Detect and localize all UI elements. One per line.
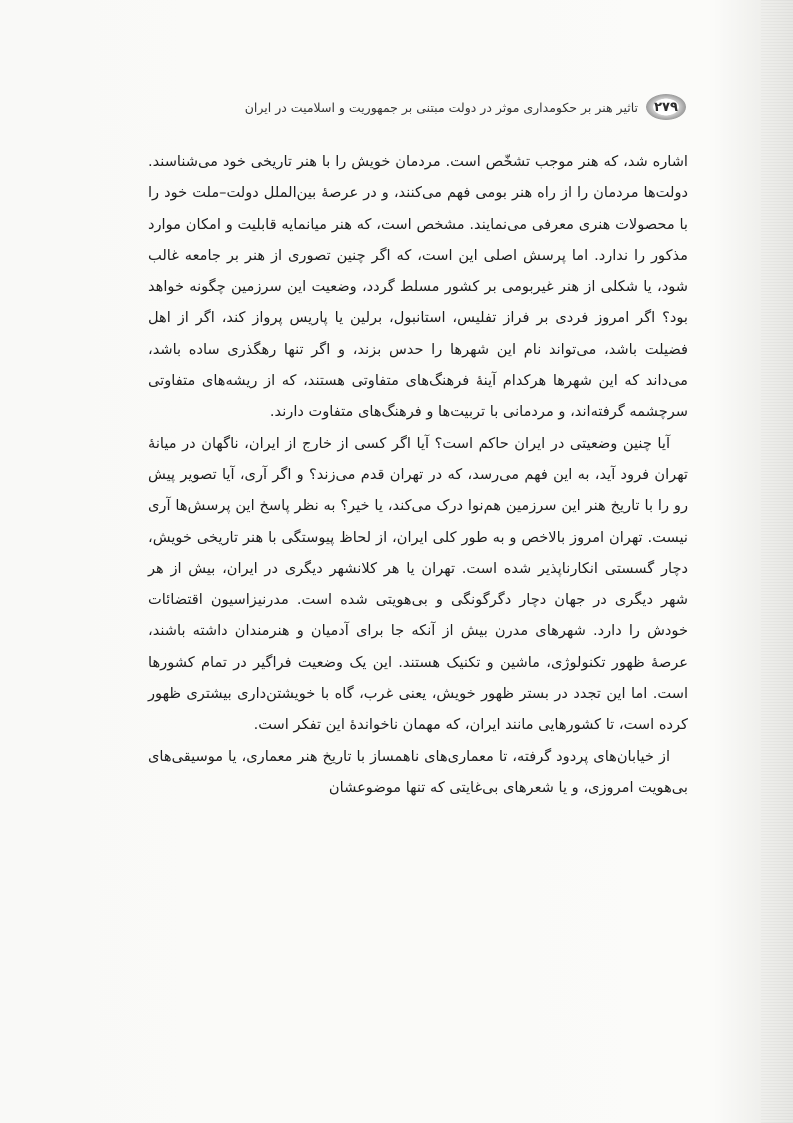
paragraph-3: از خیابان‌های پردود گرفته، تا معماری‌های ناهمساز با تاریخ هنر معماری، یا موسیقی‌های بی‌هویت امروزی، و یا شعرهای بی‌غایتی که تنها موضوعشان — [148, 747, 688, 796]
paragraph-1: اشاره شد، که هنر موجب تشخّص است. مردمان خویش را با هنر تاریخی خود می‌شناسند. دولت‌ها مردمان را از راه هنر بومی فهم می‌کنند، و در عرصهٔ بین‌الملل دولت–ملت خود را با محصولات هنری معرفی می‌نمایند. مشخص است، که هنر میانمایه قابلیت و امکان موارد مذکور را ندارد. اما پرسش اصلی این است، که اگر چنین تصوری از هنر بر جامعه غالب شود، یا شکلی از هنر غیربومی بر کشور مسلط گردد، وضعیت این سرزمین چگونه خواهد بود؟ اگر امروز فردی بر فراز تفلیس، استانبول، برلین یا پاریس پرواز کند، اگر از اهل فضیلت باشد، می‌تواند نام این شهرها را حدس بزند، و اگر تنها رهگذری ساده باشد، می‌داند که این شهرها هرکدام آینهٔ فرهنگ‌های متفاوتی هستند، که از ریشه‌های متفاوتی سرچشمه گرفته‌اند، و مردمانی با تربیت‌ها و فرهنگ‌های متفاوت دارند. — [148, 153, 688, 421]
page-edge-shadow — [761, 0, 793, 1123]
page-number-badge: ۲۷۹ — [646, 94, 686, 120]
running-title: تاثیر هنر بر حکومداری موثر در دولت مبتنی بر جمهوریت و اسلامیت در ایران — [244, 99, 638, 115]
paragraph-2: آیا چنین وضعیتی در ایران حاکم است؟ آیا اگر کسی از خارج از ایران، ناگهان در میانهٔ تهران فرود آید، به این فهم می‌رسد، که در تهران قدم می‌زند؟ و اگر آری، آیا تصویر پیش رو را با تاریخ هنر این سرزمین هم‌نوا درک می‌کند، یا خیر؟ به نظر پاسخ این پرسش‌ها آری نیست. تهران امروز بالاخص و به طور کلی ایران، از لحاظ پیوستگی با هنر تاریخی خویش، دچار گسستی انکارناپذیر شده است. تهران یا هر کلانشهر دیگری در ایران، بیش از هر شهر دیگری در جهان دچار دگرگونگی و بی‌هویتی شده است. مدرنیزاسیون اقتضائات خودش را دارد. شهرهای مدرن بیش از آنکه جا برای آدمیان و هنرمندان داشته باشند، عرصهٔ ظهور تکنولوژی، ماشین و تکنیک هستند. این یک وضعیت فراگیر در تمام کشورها است. اما این تجدد در بستر ظهور خویش، یعنی غرب، گاه با خویشتن‌داری بیشتری ظهور کرده است، تا کشورهایی مانند ایران، که مهمان ناخواندهٔ این تفکر است. — [148, 434, 688, 734]
body-text — [148, 146, 688, 803]
page-header — [150, 92, 686, 122]
